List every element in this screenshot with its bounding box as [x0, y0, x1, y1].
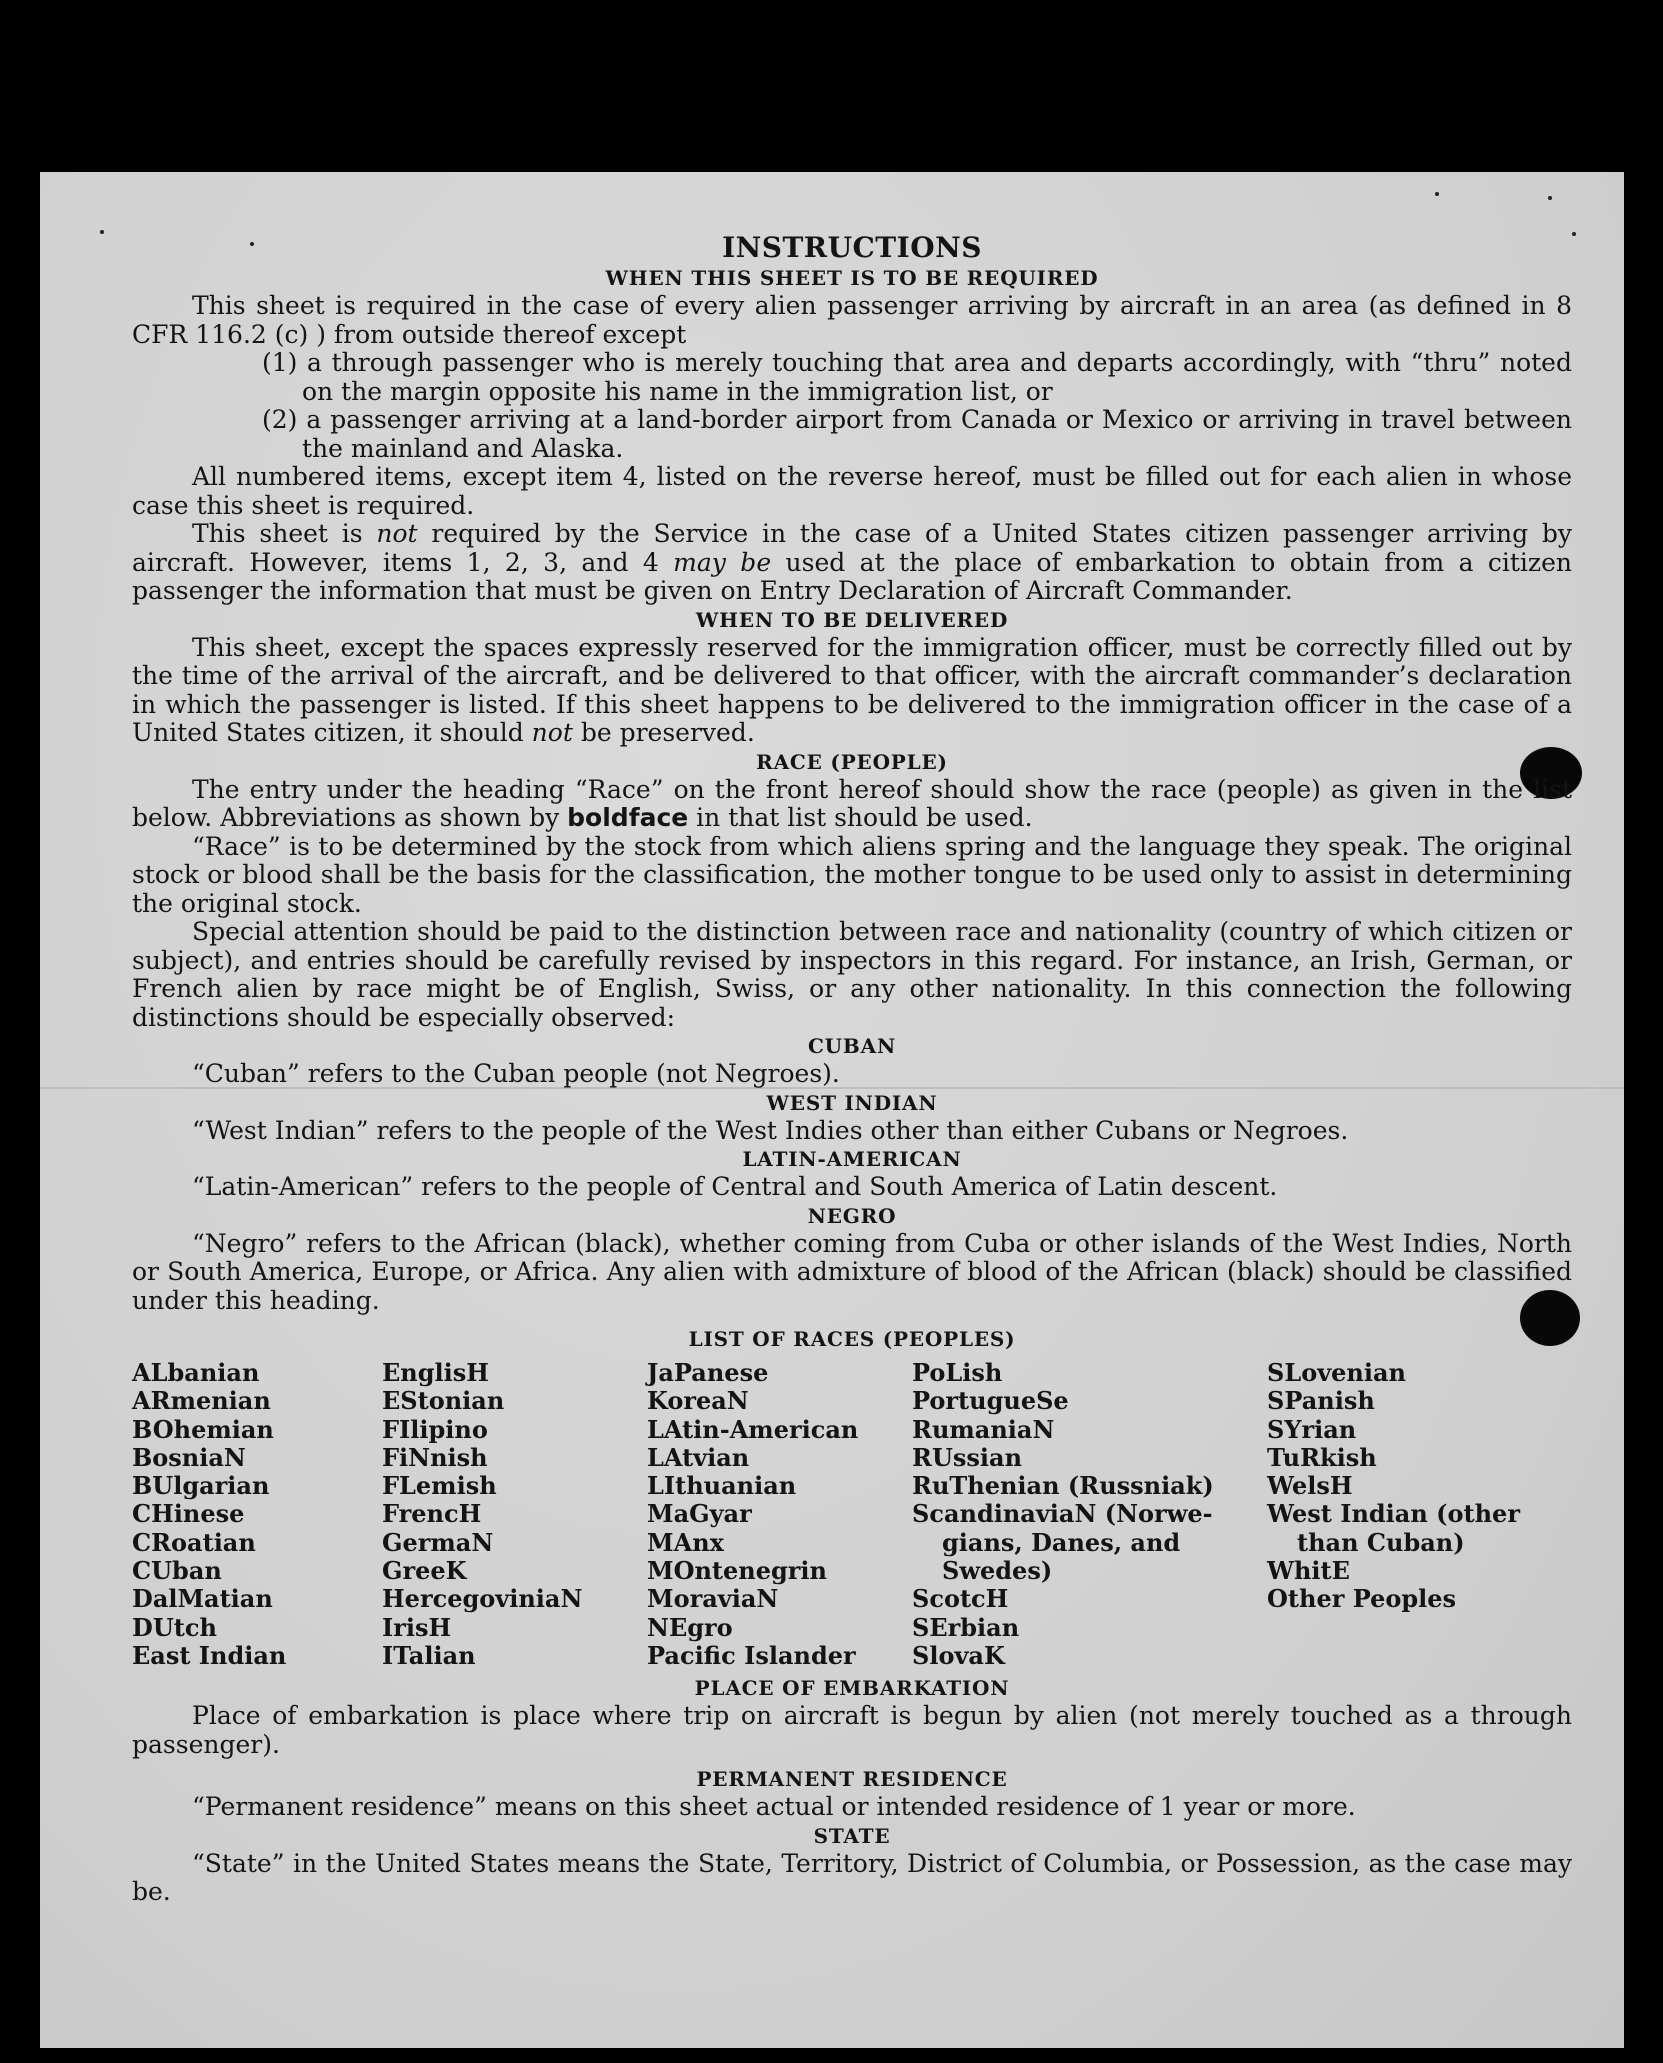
race-entry: than Cuban) [1297, 1527, 1465, 1557]
paragraph: “West Indian” refers to the people of the West Indies other than either Cubans or Negroes. [192, 1115, 1349, 1145]
heading-west-indian: WEST INDIAN [766, 1090, 938, 1115]
race-entry: West Indian (other [1267, 1499, 1520, 1529]
race-entry: DUtch [132, 1612, 217, 1642]
speck [100, 230, 104, 234]
races-table [132, 1359, 1572, 1670]
paragraph: Special attention should be paid to the distinction between race and nationality (country of which citizen or subject), and entries should be carefully revised by inspectors in this regard. For instance, an Irish, German, or French alien by race might be of English, Swiss, or any other nationality. In this connection the following distinctions should be especially observed: [132, 917, 1572, 1032]
heading-list-of-races: LIST OF RACES (PEOPLES) [688, 1327, 1016, 1351]
race-entry: Pacific Islander [647, 1640, 856, 1670]
heading-negro: NEGRO [807, 1203, 897, 1228]
instructions-body [132, 232, 1572, 1907]
race-entry: LAtvian [647, 1442, 750, 1472]
paragraph: “Latin-American” refers to the people of Central and South America of Latin descent. [192, 1172, 1278, 1201]
race-entry: SYrian [1267, 1414, 1357, 1444]
race-entry: gians, Danes, and [942, 1527, 1181, 1557]
heading-when-delivered: WHEN TO BE DELIVERED [695, 607, 1009, 632]
paragraph: The entry under the heading “Race” on the front hereof should show the race (people) as given in the list below. Abbreviations as shown by boldface in that list should be used. [132, 774, 1572, 832]
race-entry: CRoatian [132, 1527, 256, 1557]
race-entry: FIlipino [382, 1414, 488, 1444]
race-entry: DalMatian [132, 1584, 273, 1614]
paragraph: This sheet is not required by the Service in the case of a United States citizen passenger arriving by aircraft. However, items 1, 2, 3, and 4 may be used at the place of embarkation to obtain from a citizen passenger the information that must be given on Entry Declaration of Aircraft Commander. [132, 519, 1572, 605]
race-entry: FrencH [382, 1499, 482, 1529]
race-entry: PoLish [912, 1358, 1003, 1387]
race-entry: WhitE [1267, 1556, 1350, 1586]
race-entry: HercegoviniaN [382, 1584, 583, 1614]
race-entry: RUssian [912, 1442, 1023, 1472]
race-entry: JaPanese [647, 1358, 769, 1387]
race-entry: PortugueSe [912, 1386, 1069, 1416]
race-entry: RumaniaN [912, 1414, 1055, 1444]
race-entry: FiNnish [382, 1442, 488, 1472]
list-item: (2) a passenger arriving at a land-border airport from Canada or Mexico or arriving in travel between the mainland and Alaska. [262, 405, 1572, 463]
heading-residence: PERMANENT RESIDENCE [696, 1767, 1008, 1792]
race-entry: LAtin-American [647, 1414, 859, 1444]
paragraph: This sheet, except the spaces expressly reserved for the immigration officer, must be correctly filled out by the time of the arrival of the aircraft, and be delivered to that officer, with the aircraft commander’s declaration in which the passenger is listed. If this sheet happens to be delivered to the immigration officer in the case of a United States citizen, it should not be preserved. [132, 632, 1572, 747]
race-entry: ScotcH [912, 1584, 1009, 1614]
race-entry: LIthuanian [647, 1471, 797, 1501]
race-entry: EnglisH [382, 1358, 489, 1387]
race-entry: MoraviaN [647, 1584, 779, 1614]
races-column [1267, 1359, 1567, 1670]
races-column [912, 1359, 1267, 1670]
race-entry: MaGyar [647, 1499, 752, 1529]
heading-latin-american: LATIN-AMERICAN [742, 1147, 962, 1171]
paragraph: “Negro” refers to the African (black), whether coming from Cuba or other islands of the West Indies, North or South America, Europe, or Africa. Any alien with admixture of blood of the African (black) should be classified under this heading. [132, 1228, 1572, 1315]
document-page [40, 172, 1624, 2048]
race-entry: Other Peoples [1267, 1584, 1457, 1614]
race-entry: ARmenian [132, 1386, 271, 1416]
heading-cuban: CUBAN [807, 1034, 897, 1058]
race-entry: EStonian [382, 1386, 505, 1416]
race-entry: IrisH [382, 1612, 452, 1642]
race-entry: ScandinaviaN (Norwe- [912, 1499, 1213, 1529]
paragraph: “Permanent residence” means on this sheet actual or intended residence of 1 year or more. [192, 1792, 1356, 1822]
speck [1548, 196, 1552, 200]
page-title: INSTRUCTIONS [722, 231, 982, 264]
race-entry: ITalian [382, 1640, 476, 1670]
race-entry: CHinese [132, 1499, 245, 1529]
heading-state: STATE [813, 1823, 891, 1848]
race-entry: MOntenegrin [647, 1556, 827, 1586]
paragraph: All numbered items, except item 4, listed on the reverse hereof, must be filled out for each alien in whose case this sheet is required. [132, 462, 1572, 520]
race-entry: BOhemian [132, 1414, 274, 1444]
heading-embarkation: PLACE OF EMBARKATION [694, 1676, 1010, 1701]
race-entry: TuRkish [1267, 1442, 1377, 1472]
paragraph: “State” in the United States means the State, Territory, District of Columbia, or Possession, as the case may be. [132, 1848, 1572, 1907]
race-entry: SErbian [912, 1612, 1020, 1642]
races-column [132, 1359, 382, 1670]
race-entry: East Indian [132, 1640, 287, 1670]
race-entry: RuThenian (Russniak) [912, 1471, 1214, 1501]
race-entry: MAnx [647, 1527, 724, 1557]
race-entry: FLemish [382, 1471, 497, 1501]
paragraph: “Race” is to be determined by the stock from which aliens spring and the language they speak. The original stock or blood shall be the basis for the classification, the mother tongue to be used only to assist in determining the original stock. [132, 831, 1572, 918]
race-entry: WelsH [1267, 1471, 1353, 1501]
race-entry: KoreaN [647, 1386, 749, 1416]
race-entry: GermaN [382, 1527, 494, 1557]
race-entry: Swedes) [942, 1556, 1053, 1586]
race-entry: BUlgarian [132, 1471, 270, 1501]
race-entry: BosniaN [132, 1442, 246, 1472]
races-column [382, 1359, 647, 1670]
paragraph: This sheet is required in the case of every alien passenger arriving by aircraft in an area (as defined in 8 CFR 116.2 (c) ) from outside thereof except [132, 291, 1572, 349]
paragraph: “Cuban” refers to the Cuban people (not Negroes). [192, 1059, 840, 1088]
races-column [647, 1359, 912, 1670]
race-entry: CUban [132, 1556, 222, 1586]
race-entry: GreeK [382, 1556, 467, 1586]
paragraph: Place of embarkation is place where trip on aircraft is begun by alien (not merely touched as a through passenger). [132, 1701, 1572, 1759]
race-entry: SLovenian [1267, 1358, 1406, 1387]
race-entry: SlovaK [912, 1640, 1005, 1670]
speck [1572, 232, 1576, 236]
list-item: (1) a through passenger who is merely touching that area and departs accordingly, with “thru” noted on the margin opposite his name in the immigration list, or [262, 348, 1572, 406]
heading-race: RACE (PEOPLE) [756, 749, 948, 774]
race-entry: SPanish [1267, 1386, 1375, 1416]
race-entry: NEgro [647, 1612, 733, 1642]
speck [1435, 192, 1439, 196]
heading-when-required: WHEN THIS SHEET IS TO BE REQUIRED [605, 266, 1099, 290]
race-entry: ALbanian [132, 1358, 260, 1387]
